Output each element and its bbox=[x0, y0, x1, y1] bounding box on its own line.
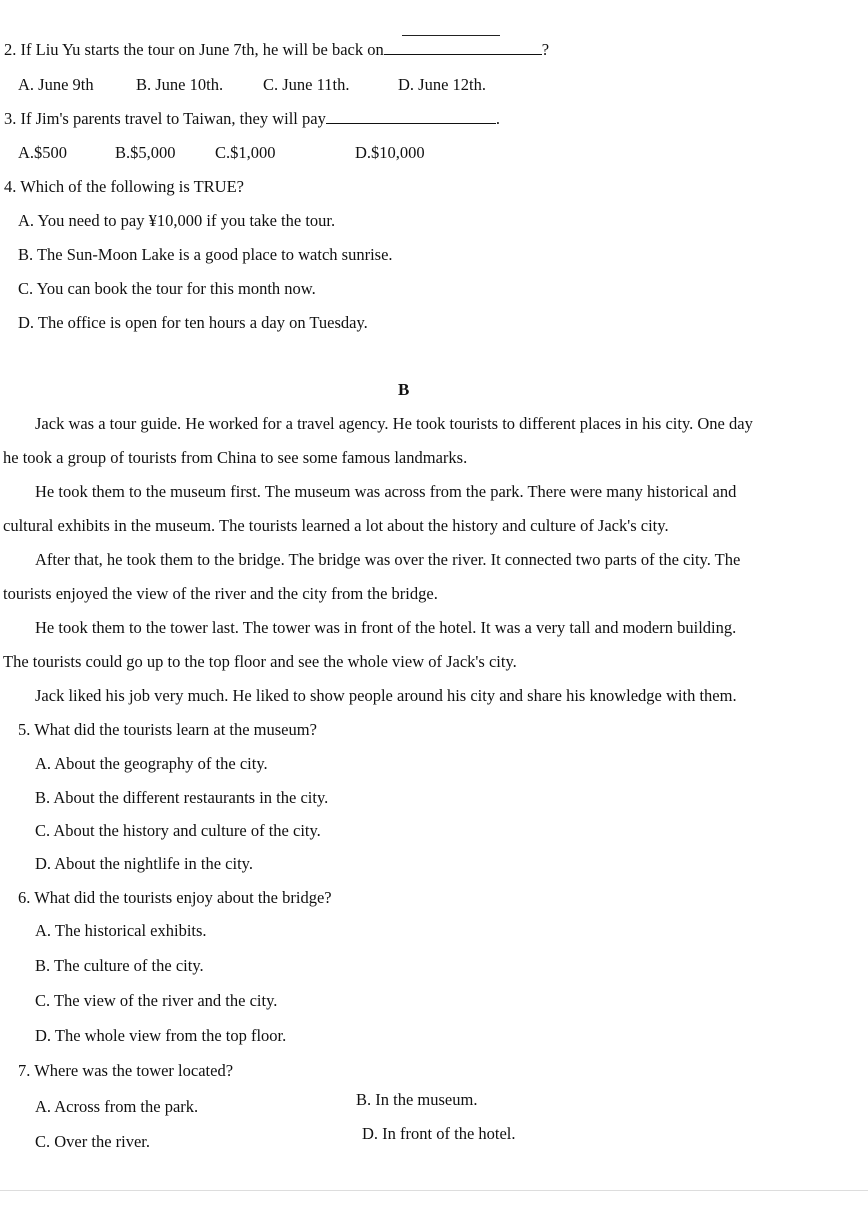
question-4-stem: 4. Which of the following is TRUE? bbox=[4, 177, 244, 196]
option-5a: A. About the geography of the city. bbox=[35, 754, 268, 773]
option-6c: C. The view of the river and the city. bbox=[35, 991, 278, 1010]
option-7b: B. In the museum. bbox=[356, 1090, 478, 1109]
question-6-stem: 6. What did the tourists enjoy about the bridge? bbox=[18, 888, 332, 907]
option-7d: D. In front of the hotel. bbox=[362, 1124, 516, 1143]
option-2b: B. June 10th. bbox=[136, 75, 224, 94]
question-3-stem bbox=[4, 109, 500, 129]
option-3b: B.$5,000 bbox=[115, 143, 176, 162]
option-3a: A.$500 bbox=[18, 143, 68, 162]
passage-line: After that, he took them to the bridge. The bridge was over the river. It connected two parts of the city. The bbox=[35, 550, 741, 569]
option-3d: D.$10,000 bbox=[355, 143, 425, 162]
question-5-stem: 5. What did the tourists learn at the museum? bbox=[18, 720, 317, 739]
question-2-text: 2. If Liu Yu starts the tour on June 7th, he will be back on bbox=[4, 40, 384, 59]
option-5b: B. About the different restaurants in the city. bbox=[35, 788, 329, 807]
passage-line: Jack was a tour guide. He worked for a travel agency. He took tourists to different places in his city. One day bbox=[35, 414, 753, 433]
page-bottom-rule bbox=[0, 1190, 868, 1191]
decorative-rule bbox=[402, 35, 500, 36]
option-2c: C. June 11th. bbox=[263, 75, 350, 94]
option-4c: C. You can book the tour for this month now. bbox=[18, 279, 316, 298]
option-6b: B. The culture of the city. bbox=[35, 956, 204, 975]
passage-line: cultural exhibits in the museum. The tourists learned a lot about the history and culture of Jack's city. bbox=[3, 516, 669, 535]
option-7a: A. Across from the park. bbox=[35, 1097, 199, 1116]
question-3-text: 3. If Jim's parents travel to Taiwan, they will pay bbox=[4, 109, 326, 128]
passage-line: He took them to the museum first. The museum was across from the park. There were many historical and bbox=[35, 482, 737, 501]
option-2a: A. June 9th bbox=[18, 75, 94, 94]
answer-blank[interactable] bbox=[326, 109, 496, 124]
question-7-stem: 7. Where was the tower located? bbox=[18, 1061, 234, 1080]
passage-line: The tourists could go up to the top floor and see the whole view of Jack's city. bbox=[3, 652, 517, 671]
option-4d: D. The office is open for ten hours a day on Tuesday. bbox=[18, 313, 368, 332]
option-5d: D. About the nightlife in the city. bbox=[35, 854, 253, 873]
option-6d: D. The whole view from the top floor. bbox=[35, 1026, 287, 1045]
option-2d: D. June 12th. bbox=[398, 75, 486, 94]
section-heading: B bbox=[398, 380, 410, 399]
option-5c: C. About the history and culture of the city. bbox=[35, 821, 321, 840]
passage-line: tourists enjoyed the view of the river and the city from the bridge. bbox=[3, 584, 438, 603]
question-3-end: . bbox=[495, 109, 500, 128]
passage-line: he took a group of tourists from China to see some famous landmarks. bbox=[3, 448, 468, 467]
passage-line: He took them to the tower last. The tower was in front of the hotel. It was a very tall and modern building. bbox=[35, 618, 737, 637]
option-7c: C. Over the river. bbox=[35, 1132, 151, 1151]
question-2-end: ? bbox=[541, 40, 550, 59]
option-4a: A. You need to pay ¥10,000 if you take the tour. bbox=[18, 211, 336, 230]
option-3c: C.$1,000 bbox=[215, 143, 276, 162]
option-6a: A. The historical exhibits. bbox=[35, 921, 207, 940]
passage-line: Jack liked his job very much. He liked to show people around his city and share his knowledge with them. bbox=[35, 686, 737, 705]
answer-blank[interactable] bbox=[384, 40, 542, 55]
question-2-stem bbox=[4, 40, 549, 60]
option-4b: B. The Sun-Moon Lake is a good place to watch sunrise. bbox=[18, 245, 393, 264]
